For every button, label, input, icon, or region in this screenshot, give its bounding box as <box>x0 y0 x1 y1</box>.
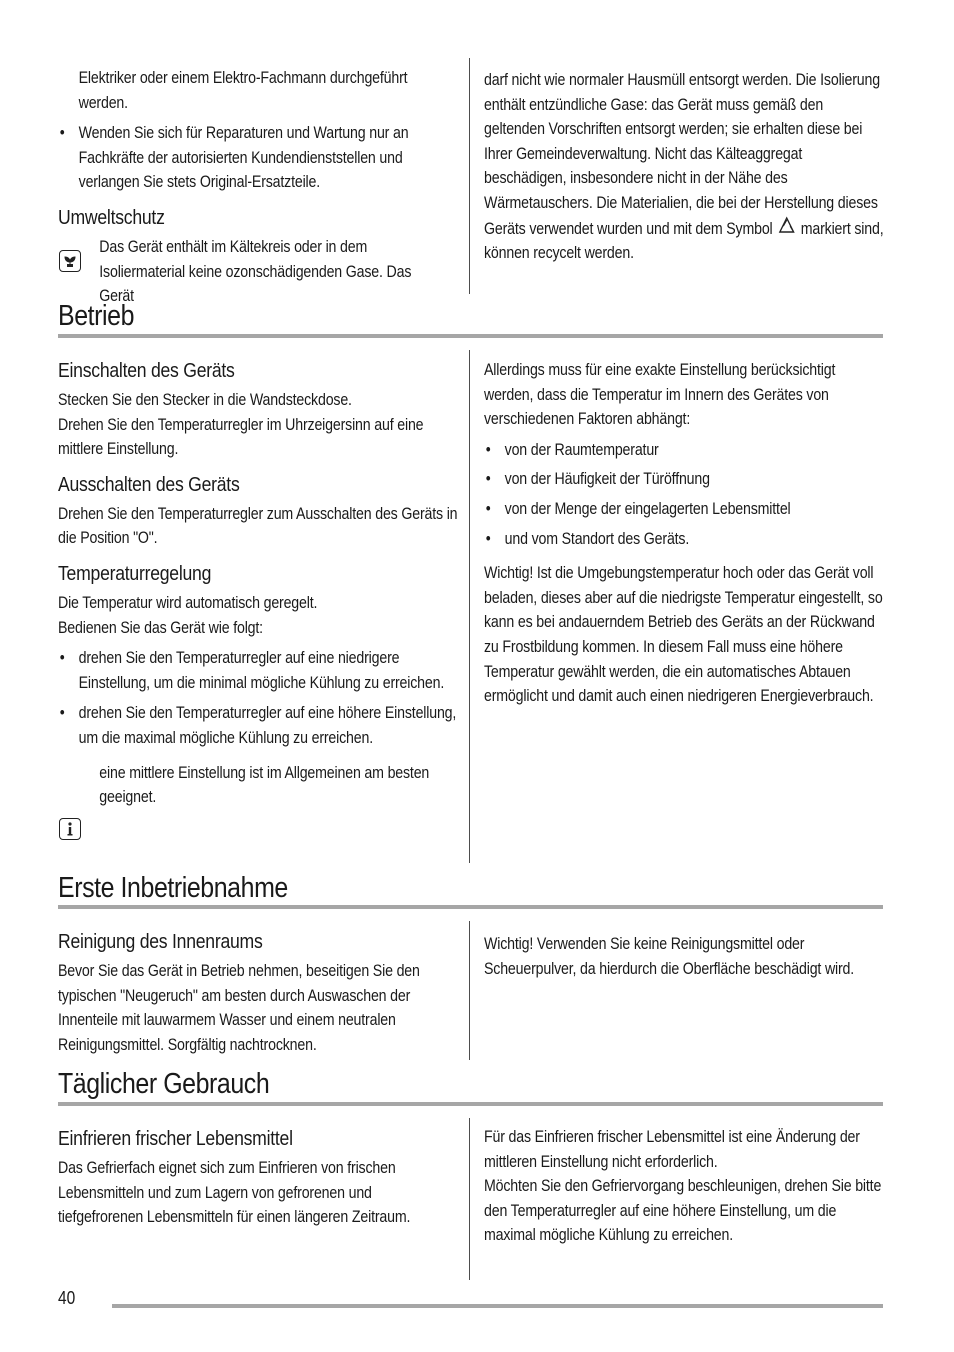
paragraph: Möchten Sie den Gefriervorgang beschleunigen, drehen Sie bitte den Temperaturregler auf eine höhere Einstellung, um die maximal mögliche Kühlung zu erreichen. <box>484 1177 882 1245</box>
section-rule <box>58 1102 883 1106</box>
erste-left-column <box>58 929 458 1057</box>
subheading-einschalten: Einschalten des Geräts <box>58 359 235 382</box>
wichtig-label: Wichtig! <box>484 935 534 953</box>
paragraph: Bevor Sie das Gerät in Betrieb nehmen, beseitigen Sie den typischen "Neugeruch" am besten durch Auswaschen der Innenteile mit lauwarmem Wasser und einem neutralen Reinigungsmittel. Sorgfältig nachtrocknen. <box>58 962 420 1054</box>
recycle-icon <box>776 216 797 234</box>
betrieb-left-column <box>58 358 458 810</box>
taeglich-left-column <box>58 1126 441 1230</box>
umwelt-text: Das Gerät enthält im Kältekreis oder in dem Isoliermaterial keine ozonschädigenden Gase. Das Gerät <box>99 237 412 306</box>
subheading-reinigung: Reinigung des Innenraums <box>58 930 263 953</box>
list-item: • von der Raumtemperatur <box>484 438 884 463</box>
bullet-list <box>484 438 884 551</box>
list-item: • drehen Sie den Temperaturregler auf eine niedrigere Einstellung, um die minimal mögliche Kühlung zu erreichen. <box>58 646 458 695</box>
column-divider <box>469 58 470 294</box>
plant-icon <box>59 250 81 272</box>
section-title-betrieb: Betrieb <box>58 300 135 332</box>
continued-text: Elektriker oder einem Elektro-Fachmann durchgeführt werden. <box>78 69 408 112</box>
betrieb-right-column <box>484 358 884 709</box>
paragraph: Die Temperatur wird automatisch geregelt. <box>58 593 318 612</box>
disposal-text: darf nicht wie normaler Hausmüll entsorgt werden. Die Isolierung enthält entzündliche Gase: das Gerät muss gemäß den geltenden Vorschriften entsorgt werden; sie erhalten diese bei Ihrer Gemeindeverwaltung. Nicht das Kälteaggregat beschädigen, insbesondere nicht in der Nähe des Wärmetauschers. Die Materialien, die bei der Herstellung dieses Geräts verwendet wurden und mit dem Symbol markiert sind, können recycelt werden. <box>484 71 884 263</box>
subheading-umweltschutz: Umweltschutz <box>58 205 165 229</box>
paragraph: Drehen Sie den Temperaturregler im Uhrzeigersinn auf eine mittlere Einstellung. <box>58 415 424 459</box>
paragraph: Für das Einfrieren frischer Lebensmittel ist eine Änderung der mittleren Einstellung nicht erforderlich. <box>484 1128 860 1171</box>
paragraph: Stecken Sie den Stecker in die Wandsteckdose. <box>58 391 352 409</box>
taeglich-right-column <box>484 1125 884 1248</box>
column-divider <box>469 1118 470 1280</box>
wichtig-label: Wichtig! <box>484 564 534 583</box>
list-item: • von der Menge der eingelagerten Lebensmittel <box>484 497 884 522</box>
list-item: • und vom Standort des Geräts. <box>484 527 884 552</box>
list-item: • drehen Sie den Temperaturregler auf eine höhere Einstellung, um die maximal mögliche Kühlung zu erreichen. <box>58 701 458 750</box>
list-item: • Wenden Sie sich für Reparaturen und Wartung nur an Fachkräfte der autorisierten Kundendienststellen und verlangen Sie stets Original-Ersatzteile. <box>58 121 441 195</box>
bullet-list <box>58 646 458 750</box>
warning-paragraph: Wichtig! Ist die Umgebungstemperatur hoch oder das Gerät voll beladen, dieses aber auf die niedrigste Temperatur eingestellt, so kann es bei andauerndem Betrieb des Geräts an der Rückwand zu Frostbildung kommen. In diesem Fall muss eine höhere Temperatur gewählt werden, die ein automatisches Abtauen ermöglicht und damit auch einen niedrigeren Energieverbrauch. <box>484 564 883 706</box>
subheading-ausschalten: Ausschalten des Geräts <box>58 472 240 496</box>
section-title-taeglicher-gebrauch: Täglicher Gebrauch <box>58 1068 270 1100</box>
paragraph: Bedienen Sie das Gerät wie folgt: <box>58 618 263 637</box>
info-icon <box>59 818 81 840</box>
page-number: 40 <box>58 1288 76 1308</box>
paragraph: Allerdings muss für eine exakte Einstellung berücksichtigt werden, dass die Temperatur im Innern des Gerätes von verschiedenen Faktoren abhängt: <box>484 361 836 429</box>
footer-rule <box>112 1304 883 1308</box>
section-rule <box>58 905 883 909</box>
warning-paragraph: Wichtig! Verwenden Sie keine Reinigungsmittel oder Scheuerpulver, da hierdurch die Oberfläche beschädigt wird. <box>484 935 855 978</box>
paragraph: Drehen Sie den Temperaturregler zum Ausschalten des Geräts in die Position "O". <box>58 504 458 548</box>
info-text: eine mittlere Einstellung ist im Allgemeinen am besten geeignet. <box>99 763 430 807</box>
column-divider <box>469 921 470 1060</box>
column-divider <box>469 350 470 863</box>
paragraph: Das Gefrierfach eignet sich zum Einfrieren von frischen Lebensmitteln und zum Lagern von gefrorenen und tiefgefrorenen Lebensmitteln für einen längeren Zeitraum. <box>58 1159 411 1227</box>
subheading-temperaturregelung: Temperaturregelung <box>58 561 212 585</box>
section-title-erste-inbetriebnahme: Erste Inbetriebnahme <box>58 872 288 904</box>
top-left-column <box>58 66 441 309</box>
section-rule <box>58 334 883 338</box>
bullet-list <box>58 121 441 195</box>
subheading-einfrieren: Einfrieren frischer Lebensmittel <box>58 1127 293 1150</box>
top-right-column <box>484 68 884 266</box>
list-item: • von der Häufigkeit der Türöffnung <box>484 467 884 492</box>
erste-right-column <box>484 932 884 981</box>
